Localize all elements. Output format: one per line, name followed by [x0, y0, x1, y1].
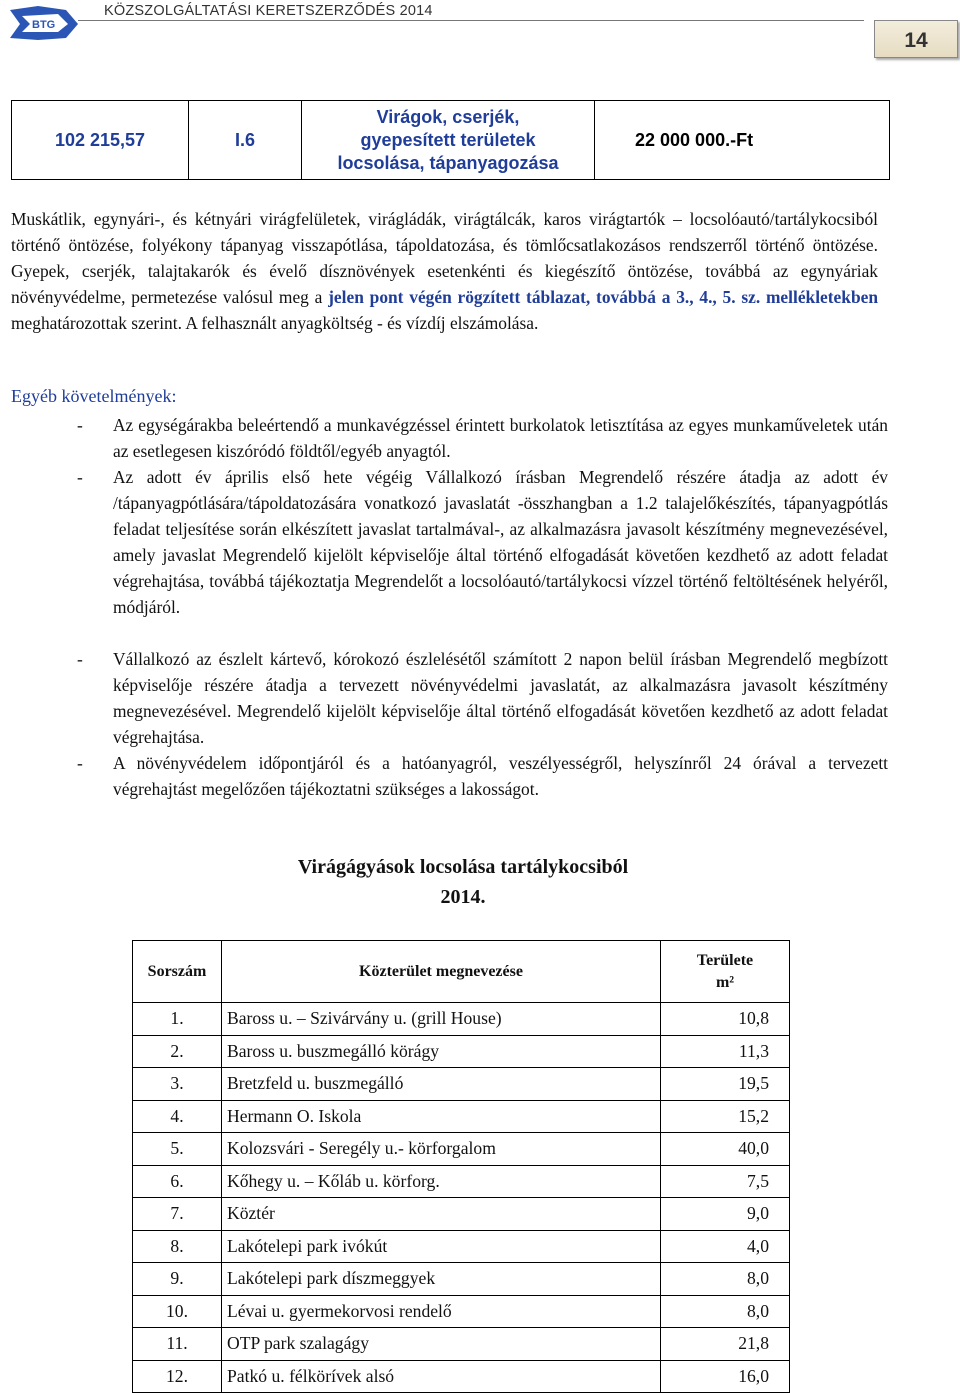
row-area: 10,8 — [661, 1003, 790, 1036]
row-location: Baross u. – Szivárvány u. (grill House) — [222, 1003, 661, 1036]
row-area: 40,0 — [661, 1133, 790, 1166]
row-number: 4. — [133, 1100, 222, 1133]
intro-bold-reference: jelen pont végén rögzített táblazat, továbbá a 3., 4., 5. sz. mellékletekben — [328, 287, 879, 307]
bullet-dash: - — [77, 415, 83, 435]
row-area: 4,0 — [661, 1230, 790, 1263]
budget-description — [302, 101, 595, 180]
description-line: Virágok, cserjék, — [376, 106, 520, 127]
row-location: Köztér — [222, 1198, 661, 1231]
page-number-box — [874, 20, 958, 58]
page-header — [0, 0, 960, 80]
row-number: 9. — [133, 1263, 222, 1296]
row-location: Kőhegy u. – Kőláb u. körforg. — [222, 1165, 661, 1198]
row-location: Lakótelepi park ivókút — [222, 1230, 661, 1263]
row-number: 7. — [133, 1198, 222, 1231]
row-area: 8,0 — [661, 1295, 790, 1328]
header-divider — [78, 20, 864, 21]
budget-item: I.6 — [189, 101, 302, 180]
table-row — [133, 1198, 790, 1231]
row-location: Bretzfeld u. buszmegálló — [222, 1068, 661, 1101]
requirements-title: Egyéb követelmények: — [11, 386, 177, 406]
budget-row — [12, 101, 890, 180]
table-row — [133, 1100, 790, 1133]
intro-paragraph — [11, 206, 878, 336]
budget-row-table — [11, 100, 890, 180]
table-row — [133, 1328, 790, 1361]
requirement-text: Vállalkozó az észlelt kártevő, kórokozó észlelésétől számított 2 napon belül írásban Megrendelő megbízott képviselője részére átadja a tervezett növényvédelmi javaslatát, az alkalmazásra javasolt készítmény megnevezésével. Megrendelő kijelölt képviselője által történő elfogadását követően kezdhető az adott feladat végrehajtása. — [113, 649, 888, 747]
row-location: Lévai u. gyermekorvosi rendelő — [222, 1295, 661, 1328]
row-area: 15,2 — [661, 1100, 790, 1133]
intro-text: Muskátlik, egynyári-, és kétnyári virágfelületek, virágládák, virágtálcák, karos virágtartók – locsolóautó/tartálykocsiból történő öntözése, folyékony tápanyag visszapótlása, tápoldatozása, és tömlőcsatlakozásos rendszerről történő öntözése. Gyepek, cserjék, talajtakarók és évelő dísznövények esetenkénti és kiegészítő öntözése, továbbá az egynyáriak növényvédelme, permetezése valósul meg a — [11, 209, 878, 307]
table-row — [133, 1165, 790, 1198]
requirement-text: Az adott év április első hete végéig Vállalkozó írásban Megrendelő részére átadja az adott év /tápanyagpótlására/tápoldatozására vonatkozó javaslatát -összhangban a 1.2 talajelőkészítés, tápanyagpótlás feladat teljesítése során elkészített javaslat tartalmával-, az alkalmazásra javasolt készítmény megnevezésével, amely javaslat Megrendelő kijelölt képviselője által történő elfogadását követően kezdhető az adott feladat végrehajtása, továbbá tájékoztatja Megrendelőt a locsolóautó/tartálykocsi vízzel történő feltöltésének helyéről, módjáról. — [113, 467, 888, 617]
bullet-dash: - — [77, 649, 83, 669]
header-area — [661, 941, 790, 1003]
requirement-text: Az egységárakba beleértendő a munkavégzéssel érintett burkolatok letisztítása az egyes munkaműveletek után az esetlegesen kiszóródó földtől/egyéb anyagtól. — [113, 415, 888, 461]
intro-text-end: meghatározottak szerint. A felhasznált anyagköltség - és vízdíj elszámolása. — [11, 313, 539, 333]
table-year: 2014. — [440, 886, 486, 908]
table-row — [133, 1360, 790, 1393]
bullet-dash: - — [77, 467, 83, 487]
row-location: Hermann O. Iskola — [222, 1100, 661, 1133]
row-number: 3. — [133, 1068, 222, 1101]
row-area: 21,8 — [661, 1328, 790, 1361]
row-area: 16,0 — [661, 1360, 790, 1393]
row-number: 2. — [133, 1035, 222, 1068]
requirement-text: A növényvédelem időpontjáról és a hatóanyagról, veszélyességről, helyszínről 24 órával a tervezett végrehajtást megelőzően tájékoztatni szükséges a lakosságot. — [113, 753, 888, 799]
table-row — [133, 1068, 790, 1101]
document-title: KÖZSZOLGÁLTATÁSI KERETSZERZŐDÉS 2014 — [104, 3, 433, 19]
row-location: Lakótelepi park díszmeggyek — [222, 1263, 661, 1296]
budget-code: 102 215,57 — [12, 101, 189, 180]
row-number: 5. — [133, 1133, 222, 1166]
table-row — [133, 1003, 790, 1036]
btg-logo — [8, 4, 80, 42]
description-line: locsolása, tápanyagozása — [337, 152, 559, 173]
row-location: Baross u. buszmegálló körágy — [222, 1035, 661, 1068]
budget-amount: 22 000 000.-Ft — [595, 101, 890, 180]
row-number: 6. — [133, 1165, 222, 1198]
row-number: 1. — [133, 1003, 222, 1036]
page-number: 14 — [904, 29, 928, 52]
row-number: 12. — [133, 1360, 222, 1393]
table-row — [133, 1133, 790, 1166]
flowerbed-table — [132, 940, 790, 1393]
row-area: 7,5 — [661, 1165, 790, 1198]
table-row — [133, 1263, 790, 1296]
table-row — [133, 1035, 790, 1068]
row-location: OTP park szalagágy — [222, 1328, 661, 1361]
header-num: Sorszám — [133, 941, 222, 1003]
row-location: Kolozsvári - Seregély u.- körforgalom — [222, 1133, 661, 1166]
header-name: Közterület megnevezése — [222, 941, 661, 1003]
table-row — [133, 1230, 790, 1263]
row-area: 19,5 — [661, 1068, 790, 1101]
logo-text: BTG — [32, 19, 56, 31]
row-number: 8. — [133, 1230, 222, 1263]
table-title: Virágágyások locsolása tartálykocsiból — [297, 856, 629, 878]
row-area: 8,0 — [661, 1263, 790, 1296]
row-area: 9,0 — [661, 1198, 790, 1231]
table-header-row — [133, 941, 790, 1003]
header-area-label: Területe — [696, 951, 754, 969]
header-area-unit: m² — [715, 973, 735, 991]
row-number: 10. — [133, 1295, 222, 1328]
row-location: Patkó u. félkörívek alsó — [222, 1360, 661, 1393]
description-line: gyepesített területek — [360, 129, 536, 150]
table-row — [133, 1295, 790, 1328]
bullet-dash: - — [77, 753, 83, 773]
row-number: 11. — [133, 1328, 222, 1361]
row-area: 11,3 — [661, 1035, 790, 1068]
